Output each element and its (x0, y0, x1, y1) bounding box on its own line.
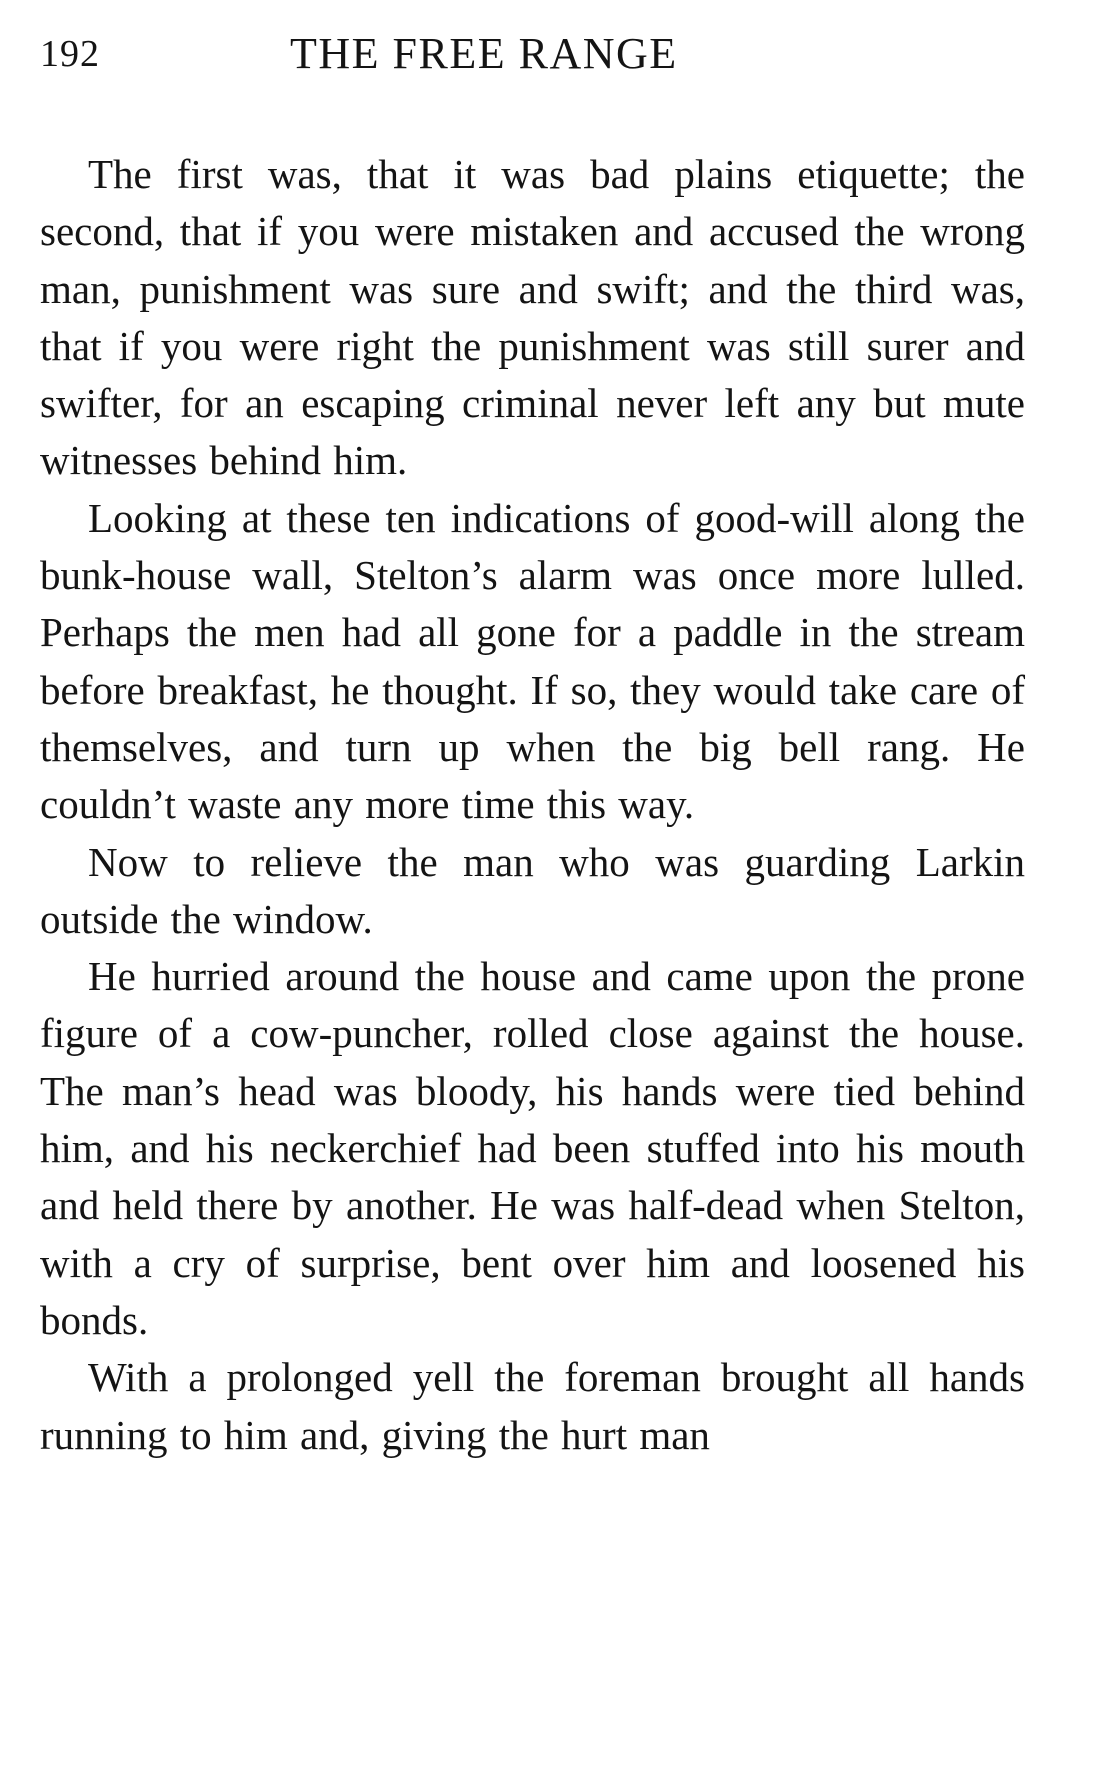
paragraph-4: He hurried around the house and came upon the prone figure of a cow-puncher, rolled close against the house. The man’s head was bloody, his hands were tied behind him, and his neckerchief had been stuffed into his mouth and held there by another. He was half-dead when Stelton, with a cry of surprise, bent over him and loosened his bonds. (40, 953, 1025, 1343)
running-title: THE FREE RANGE (290, 29, 678, 78)
book-page (40, 28, 1025, 1464)
paragraph-3: Now to relieve the man who was guarding Larkin outside the window. (40, 838, 1025, 942)
body-text (40, 146, 1025, 1464)
paragraph-1: The first was, that it was bad plains etiquette; the second, that if you were mistaken and accused the wrong man, punishment was sure and swift; and the third was, that if you were right the punishment was still surer and swifter, for an escaping criminal never left any but mute witnesses behind him. (40, 151, 1025, 484)
paragraph-5: With a prolonged yell the foreman brought all hands running to him and, giving the hurt man (40, 1354, 1025, 1458)
page-number: 192 (40, 33, 100, 75)
page-header (40, 28, 1025, 90)
paragraph-2: Looking at these ten indications of good-will along the bunk-house wall, Stelton’s alarm was once more lulled. Perhaps the men had all gone for a paddle in the stream before breakfast, he thought. If so, they would take care of themselves, and turn up when the big bell rang. He couldn’t waste any more time this way. (40, 494, 1025, 828)
